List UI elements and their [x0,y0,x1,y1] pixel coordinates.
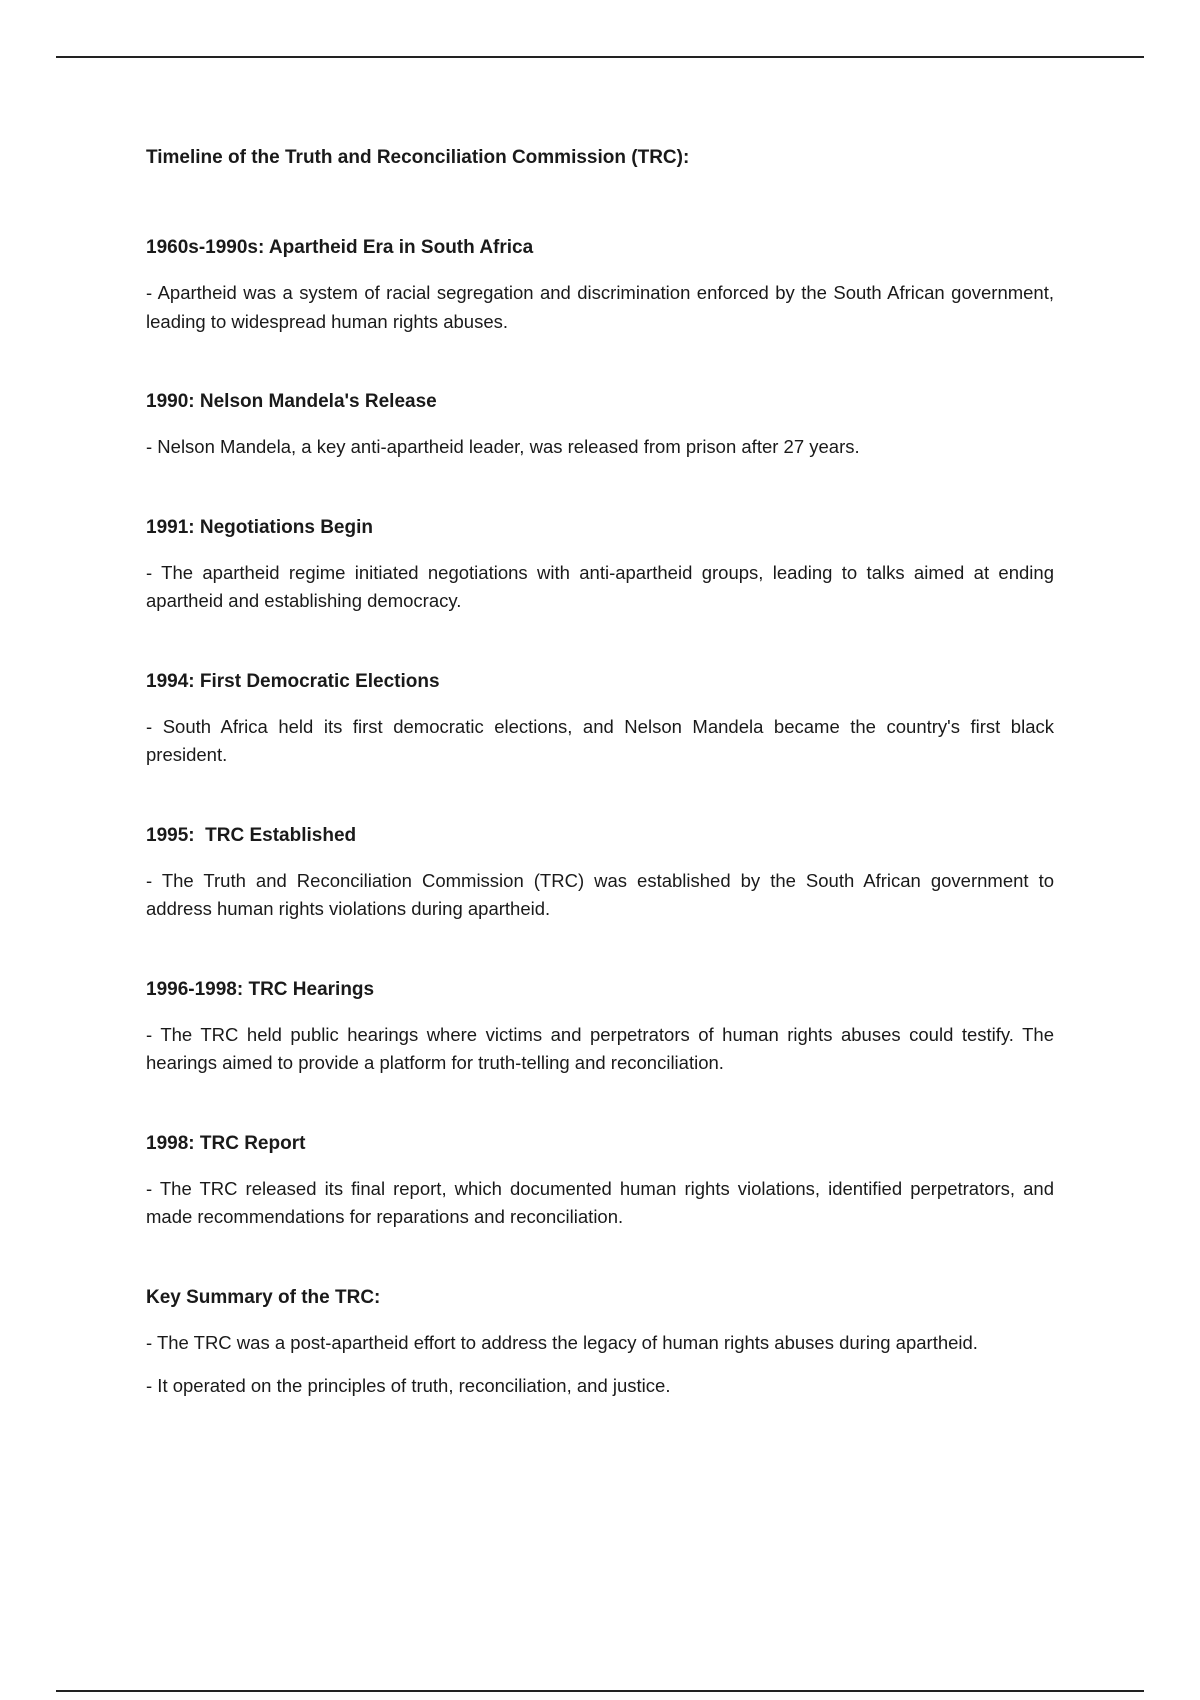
section-heading: 1994: First Democratic Elections [146,670,440,692]
key-summary-section [146,1286,1054,1401]
section-heading: Key Summary of the TRC: [146,1286,381,1308]
section-paragraph: - The TRC held public hearings where victims and perpetrators of human rights abuses could testify. The hearings aimed to provide a platform for truth-telling and reconciliation. [146,1023,1054,1073]
section-paragraph: - Apartheid was a system of racial segregation and discrimination enforced by the South African government, leading to widespread human rights abuses. [146,282,1054,332]
bottom-divider [56,1690,1144,1692]
timeline-section-1996-1998 [146,978,1054,1078]
top-divider [56,56,1144,58]
section-paragraph: - The Truth and Reconciliation Commission (TRC) was established by the South African government to address human rights violations during apartheid. [146,869,1054,919]
timeline-section-1990 [146,390,1054,462]
section-paragraph: - Nelson Mandela, a key anti-apartheid leader, was released from prison after 27 years. [146,436,860,457]
section-heading: 1996-1998: TRC Hearings [146,978,375,1000]
timeline-section-1994 [146,670,1054,770]
section-heading: 1991: Negotiations Begin [146,516,373,538]
section-paragraph: - The TRC released its final report, which documented human rights violations, identified perpetrators, and made recommendations for reparations and reconciliation. [146,1177,1054,1227]
summary-point: - The TRC was a post-apartheid effort to address the legacy of human rights abuses during apartheid. [146,1331,978,1353]
section-paragraph: - South Africa held its first democratic elections, and Nelson Mandela became the country's first black president. [146,715,1054,765]
timeline-section-1995 [146,824,1054,924]
section-paragraph: - The apartheid regime initiated negotiations with anti-apartheid groups, leading to talks aimed at ending apartheid and establishing democracy. [146,561,1054,611]
timeline-section-1960s-1990s [146,236,1054,336]
section-heading: 1998: TRC Report [146,1132,306,1154]
document-body [146,146,1054,1401]
summary-point: - It operated on the principles of truth, reconciliation, and justice. [146,1375,671,1396]
document-title: Timeline of the Truth and Reconciliation Commission (TRC): [146,147,690,168]
timeline-section-1991 [146,516,1054,616]
section-heading: 1990: Nelson Mandela's Release [146,391,437,412]
section-heading: 1960s-1990s: Apartheid Era in South Africa [146,237,534,258]
section-heading: 1995: TRC Established [146,824,357,846]
timeline-section-1998 [146,1132,1054,1232]
